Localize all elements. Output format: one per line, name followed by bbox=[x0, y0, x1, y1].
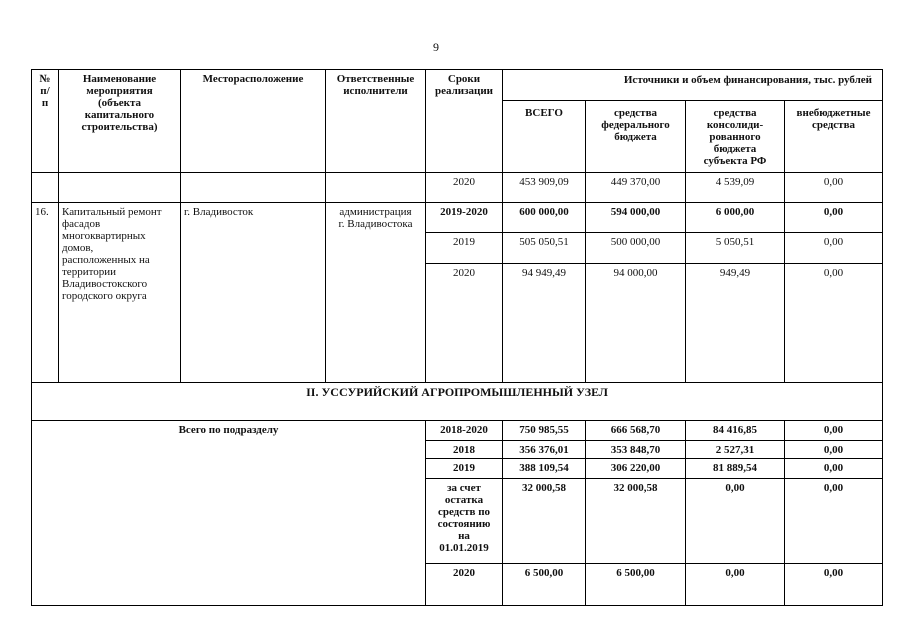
cell-total: 453 909,09 bbox=[503, 173, 586, 203]
header-extrabudget: внебюджетные средства bbox=[785, 101, 883, 173]
cell-total: 94 949,49 bbox=[503, 264, 586, 383]
cell-regional: 81 889,54 bbox=[686, 459, 785, 479]
cell-regional: 4 539,09 bbox=[686, 173, 785, 203]
header-federal: средства федерального бюджета bbox=[586, 101, 686, 173]
header-name: Наименование мероприятия (объекта капитального строительства) bbox=[59, 70, 181, 173]
header-total: ВСЕГО bbox=[503, 101, 586, 173]
header-financing-sources: Источники и объем финансирования, тыс. рублей bbox=[503, 70, 883, 101]
empty-cell bbox=[326, 173, 426, 203]
cell-total: 388 109,54 bbox=[503, 459, 586, 479]
cell-extrabudget: 0,00 bbox=[785, 264, 883, 383]
header-regional: средства консолиди- рованного бюджета субъекта РФ bbox=[686, 101, 785, 173]
page-number: 9 bbox=[433, 40, 439, 54]
cell-period: 2020 bbox=[426, 264, 503, 383]
cell-regional: 0,00 bbox=[686, 479, 785, 564]
cell-extrabudget: 0,00 bbox=[785, 564, 883, 606]
cell-extrabudget: 0,00 bbox=[785, 173, 883, 203]
cell-name: Капитальный ремонт фасадов многоквартирных домов, расположенных на территории Владивостокского городского округа bbox=[59, 203, 181, 383]
cell-regional: 6 000,00 bbox=[686, 203, 785, 233]
cell-extrabudget: 0,00 bbox=[785, 441, 883, 459]
header-num: № п/ п bbox=[32, 70, 59, 173]
cell-regional: 84 416,85 bbox=[686, 421, 785, 441]
cell-extrabudget: 0,00 bbox=[785, 459, 883, 479]
cell-total: 600 000,00 bbox=[503, 203, 586, 233]
cell-num: 16. bbox=[32, 203, 59, 383]
cell-federal: 500 000,00 bbox=[586, 233, 686, 264]
section-title: II. УССУРИЙСКИЙ АГРОПРОМЫШЛЕННЫЙ УЗЕЛ bbox=[32, 383, 883, 421]
empty-cell bbox=[32, 173, 59, 203]
cell-federal: 449 370,00 bbox=[586, 173, 686, 203]
cell-location: г. Владивосток bbox=[181, 203, 326, 383]
cell-total: 356 376,01 bbox=[503, 441, 586, 459]
cell-federal: 306 220,00 bbox=[586, 459, 686, 479]
header-row bbox=[32, 70, 883, 101]
cell-total: 32 000,58 bbox=[503, 479, 586, 564]
header-period: Сроки реализации bbox=[426, 70, 503, 173]
table-row bbox=[32, 421, 883, 441]
cell-regional: 5 050,51 bbox=[686, 233, 785, 264]
section-row bbox=[32, 383, 883, 421]
cell-period: 2020 bbox=[426, 173, 503, 203]
cell-period: за счет остатка средств по состоянию на 01.01.2019 bbox=[426, 479, 503, 564]
table-row bbox=[32, 203, 883, 233]
cell-regional: 949,49 bbox=[686, 264, 785, 383]
cell-extrabudget: 0,00 bbox=[785, 421, 883, 441]
cell-period: 2019 bbox=[426, 459, 503, 479]
empty-cell bbox=[59, 173, 181, 203]
cell-period: 2018 bbox=[426, 441, 503, 459]
empty-cell bbox=[181, 173, 326, 203]
header-executors: Ответственные исполнители bbox=[326, 70, 426, 173]
cell-period: 2019 bbox=[426, 233, 503, 264]
cell-federal: 94 000,00 bbox=[586, 264, 686, 383]
cell-federal: 594 000,00 bbox=[586, 203, 686, 233]
cell-period: 2018-2020 bbox=[426, 421, 503, 441]
cell-extrabudget: 0,00 bbox=[785, 479, 883, 564]
cell-regional: 2 527,31 bbox=[686, 441, 785, 459]
cell-extrabudget: 0,00 bbox=[785, 233, 883, 264]
cell-federal: 32 000,58 bbox=[586, 479, 686, 564]
cell-period: 2020 bbox=[426, 564, 503, 606]
subtotal-label: Всего по подразделу bbox=[32, 421, 426, 606]
cell-total: 505 050,51 bbox=[503, 233, 586, 264]
cell-executors: администрация г. Владивостока bbox=[326, 203, 426, 383]
cell-total: 750 985,55 bbox=[503, 421, 586, 441]
cell-federal: 353 848,70 bbox=[586, 441, 686, 459]
cell-federal: 666 568,70 bbox=[586, 421, 686, 441]
table-row bbox=[32, 173, 883, 203]
cell-federal: 6 500,00 bbox=[586, 564, 686, 606]
cell-total: 6 500,00 bbox=[503, 564, 586, 606]
financing-table bbox=[31, 69, 883, 606]
cell-period: 2019-2020 bbox=[426, 203, 503, 233]
cell-regional: 0,00 bbox=[686, 564, 785, 606]
cell-extrabudget: 0,00 bbox=[785, 203, 883, 233]
header-location: Месторасположение bbox=[181, 70, 326, 173]
